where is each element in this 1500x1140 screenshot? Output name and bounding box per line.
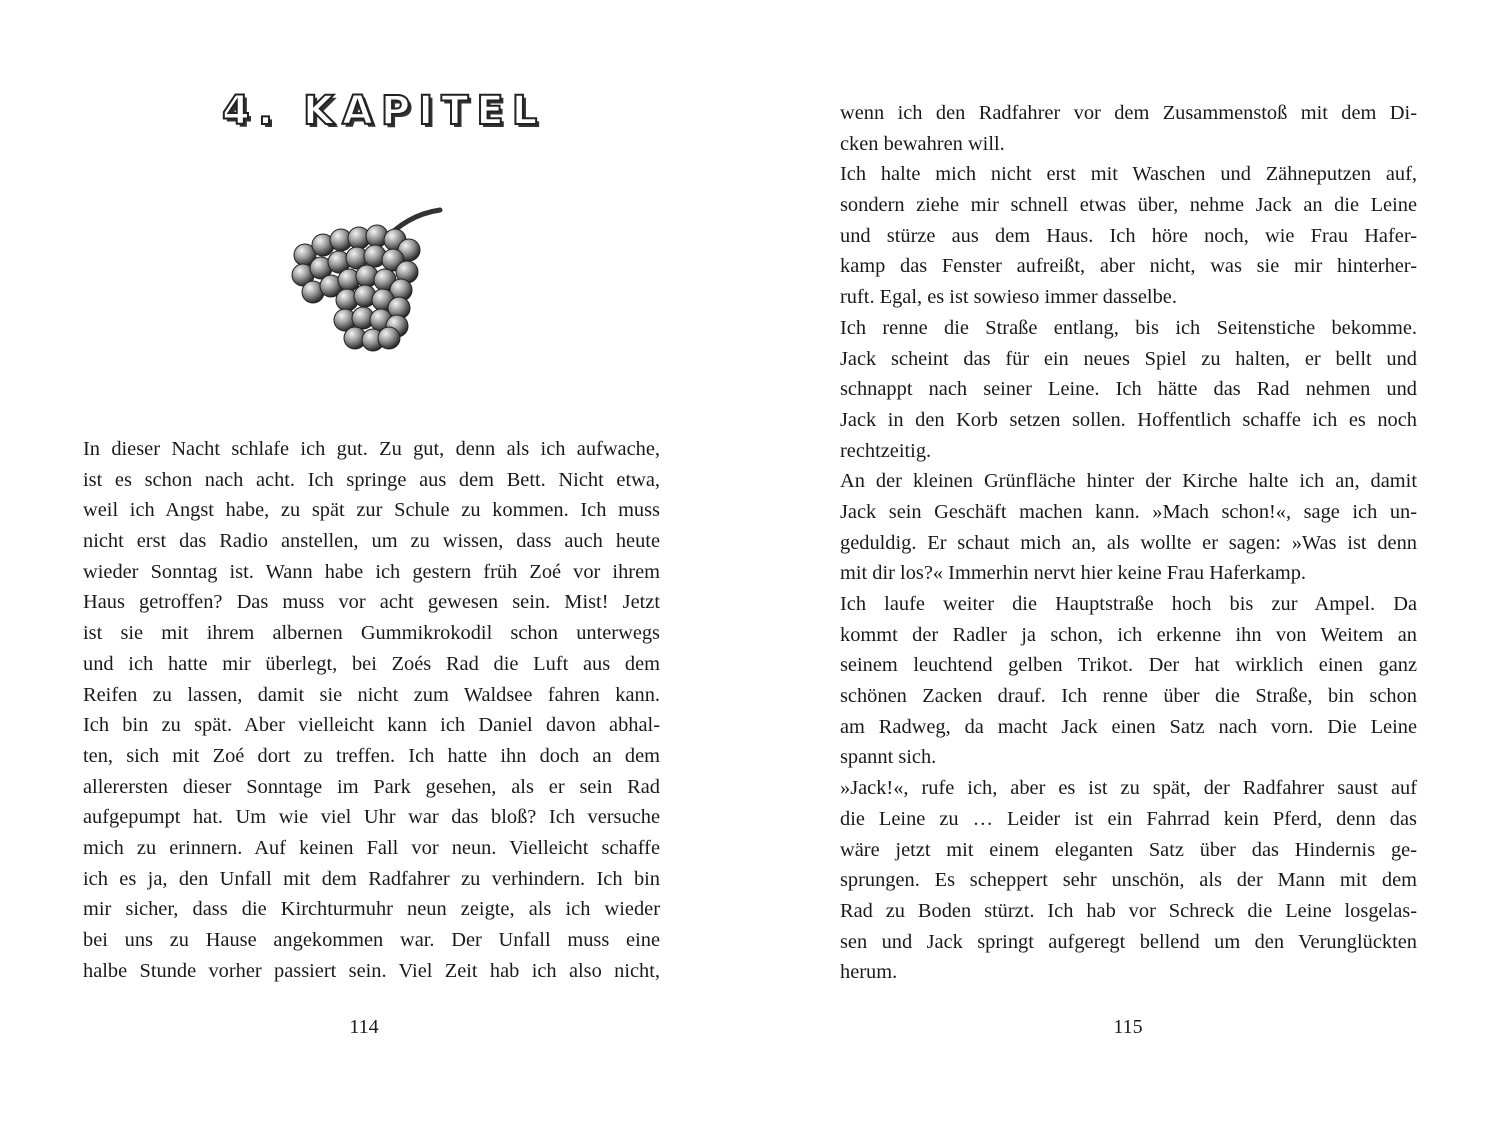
text-line: ten, sich mit Zoé dort zu treffen. Ich hatte ihn doch an dem — [83, 744, 660, 767]
text-line: sondern ziehe mir schnell etwas über, nehme Jack an die Leine — [840, 194, 1417, 217]
text-line: Ich renne die Straße entlang, bis ich Seitenstiche bekomme. — [840, 316, 1417, 339]
chapter-title: 4. KAPITEL — [222, 88, 546, 134]
text-line: Reifen zu lassen, damit sie nicht zum Waldsee fahren kann. — [83, 683, 660, 706]
text-line: An der kleinen Grünfläche hinter der Kirche halte ich an, damit — [840, 470, 1417, 493]
text-line: »Jack!«, rufe ich, aber es ist zu spät, der Radfahrer saust auf — [840, 777, 1417, 800]
text-line: die Leine zu … Leider ist ein Fahrrad kein Pferd, denn das — [840, 807, 1417, 830]
text-line: kommt der Radler ja schon, ich erkenne ihn von Weitem an — [840, 623, 1417, 646]
text-line: mich zu erinnern. Auf keinen Fall vor neun. Vielleicht schaffe — [83, 836, 660, 859]
text-line: wenn ich den Radfahrer vor dem Zusammenstoß mit dem Di- — [840, 102, 1417, 124]
text-line: Ich halte mich nicht erst mit Waschen und Zähneputzen auf, — [840, 163, 1417, 186]
text-line: geduldig. Er schaut mich an, als wollte er sagen: »Was ist denn — [840, 531, 1417, 554]
text-line: Haus getroffen? Das muss vor acht gewesen sein. Mist! Jetzt — [83, 591, 660, 614]
right-page — [750, 0, 1500, 1140]
text-line: am Radweg, da macht Jack einen Satz nach vorn. Die Leine — [840, 715, 1417, 738]
text-line: halbe Stunde vorher passiert sein. Viel Zeit hab ich also nicht, — [83, 959, 660, 982]
text-line: sen und Jack springt aufgeregt bellend um den Verunglückten — [840, 930, 1417, 953]
text-line: seinem leuchtend gelben Trikot. Der hat wirklich einen ganz — [840, 654, 1417, 677]
text-line: mir sicher, dass die Kirchturmuhr neun zeigte, als ich wieder — [83, 898, 660, 921]
text-line: In dieser Nacht schlafe ich gut. Zu gut, denn als ich aufwache, — [83, 438, 660, 460]
text-line: wieder Sonntag ist. Wann habe ich gestern früh Zoé vor ihrem — [83, 560, 660, 583]
text-line: Jack sein Geschäft machen kann. »Mach schon!«, sage ich un- — [840, 500, 1417, 523]
text-line: nicht erst das Radio anstellen, um zu wissen, dass auch heute — [83, 530, 660, 553]
text-line: cken bewahren will. — [840, 132, 1005, 155]
text-line: mit dir los?« Immerhin nervt hier keine Frau Haferkamp. — [840, 562, 1307, 585]
right-body-text — [840, 98, 1417, 988]
text-line: ruft. Egal, es ist sowieso immer dasselbe. — [840, 286, 1177, 309]
text-line: schönen Zacken drauf. Ich renne über die Straße, bin schon — [840, 685, 1417, 708]
text-line: Ich laufe weiter die Hauptstraße hoch bis zur Ampel. Da — [840, 593, 1417, 615]
text-line: weil ich Angst habe, zu spät zur Schule zu kommen. Ich muss — [83, 499, 660, 522]
text-line: ich es ja, den Unfall mit dem Radfahrer zu verhindern. Ich bin — [83, 867, 660, 890]
text-line: Ich bin zu spät. Aber vielleicht kann ich Daniel davon abhal- — [83, 714, 660, 737]
page-number: 114 — [349, 1016, 379, 1038]
text-line: Jack scheint das für ein neues Spiel zu halten, er bellt und — [840, 347, 1417, 370]
text-line: schnappt nach seiner Leine. Ich hätte das Rad nehmen und — [840, 378, 1417, 401]
text-line: Jack in den Korb setzen sollen. Hoffentlich schaffe ich es noch — [840, 408, 1417, 431]
text-line: ist es schon nach acht. Ich springe aus dem Bett. Nicht etwa, — [83, 468, 660, 491]
text-line: allerersten dieser Sonntage im Park gesehen, als er sein Rad — [83, 775, 660, 798]
left-body-text — [83, 434, 660, 986]
text-line: sprungen. Es scheppert sehr unschön, als der Mann mit dem — [840, 869, 1417, 892]
text-line: aufgepumpt hat. Um wie viel Uhr war das bloß? Ich versuche — [83, 806, 660, 829]
text-line: rechtzeitig. — [840, 439, 932, 462]
text-line: und stürze aus dem Haus. Ich höre noch, wie Frau Hafer- — [840, 224, 1417, 247]
text-line: bei uns zu Hause angekommen war. Der Unfall muss eine — [83, 929, 660, 951]
berry-drupe — [378, 327, 400, 349]
text-line: spannt sich. — [840, 746, 937, 769]
text-line: ist sie mit ihrem albernen Gummikrokodil schon unterwegs — [83, 622, 660, 645]
page-number: 115 — [1113, 1016, 1143, 1038]
text-line: wäre jetzt mit einem eleganten Satz über das Hindernis ge- — [840, 838, 1417, 861]
text-line: und ich hatte mir überlegt, bei Zoés Rad die Luft aus dem — [83, 652, 660, 675]
text-line: herum. — [840, 961, 898, 984]
text-line: kamp das Fenster aufreißt, aber nicht, was sie mir hinterher- — [840, 255, 1417, 278]
blackberry-illustration — [285, 200, 455, 360]
text-line: Rad zu Boden stürzt. Ich hab vor Schreck die Leine losgelas- — [840, 899, 1417, 922]
